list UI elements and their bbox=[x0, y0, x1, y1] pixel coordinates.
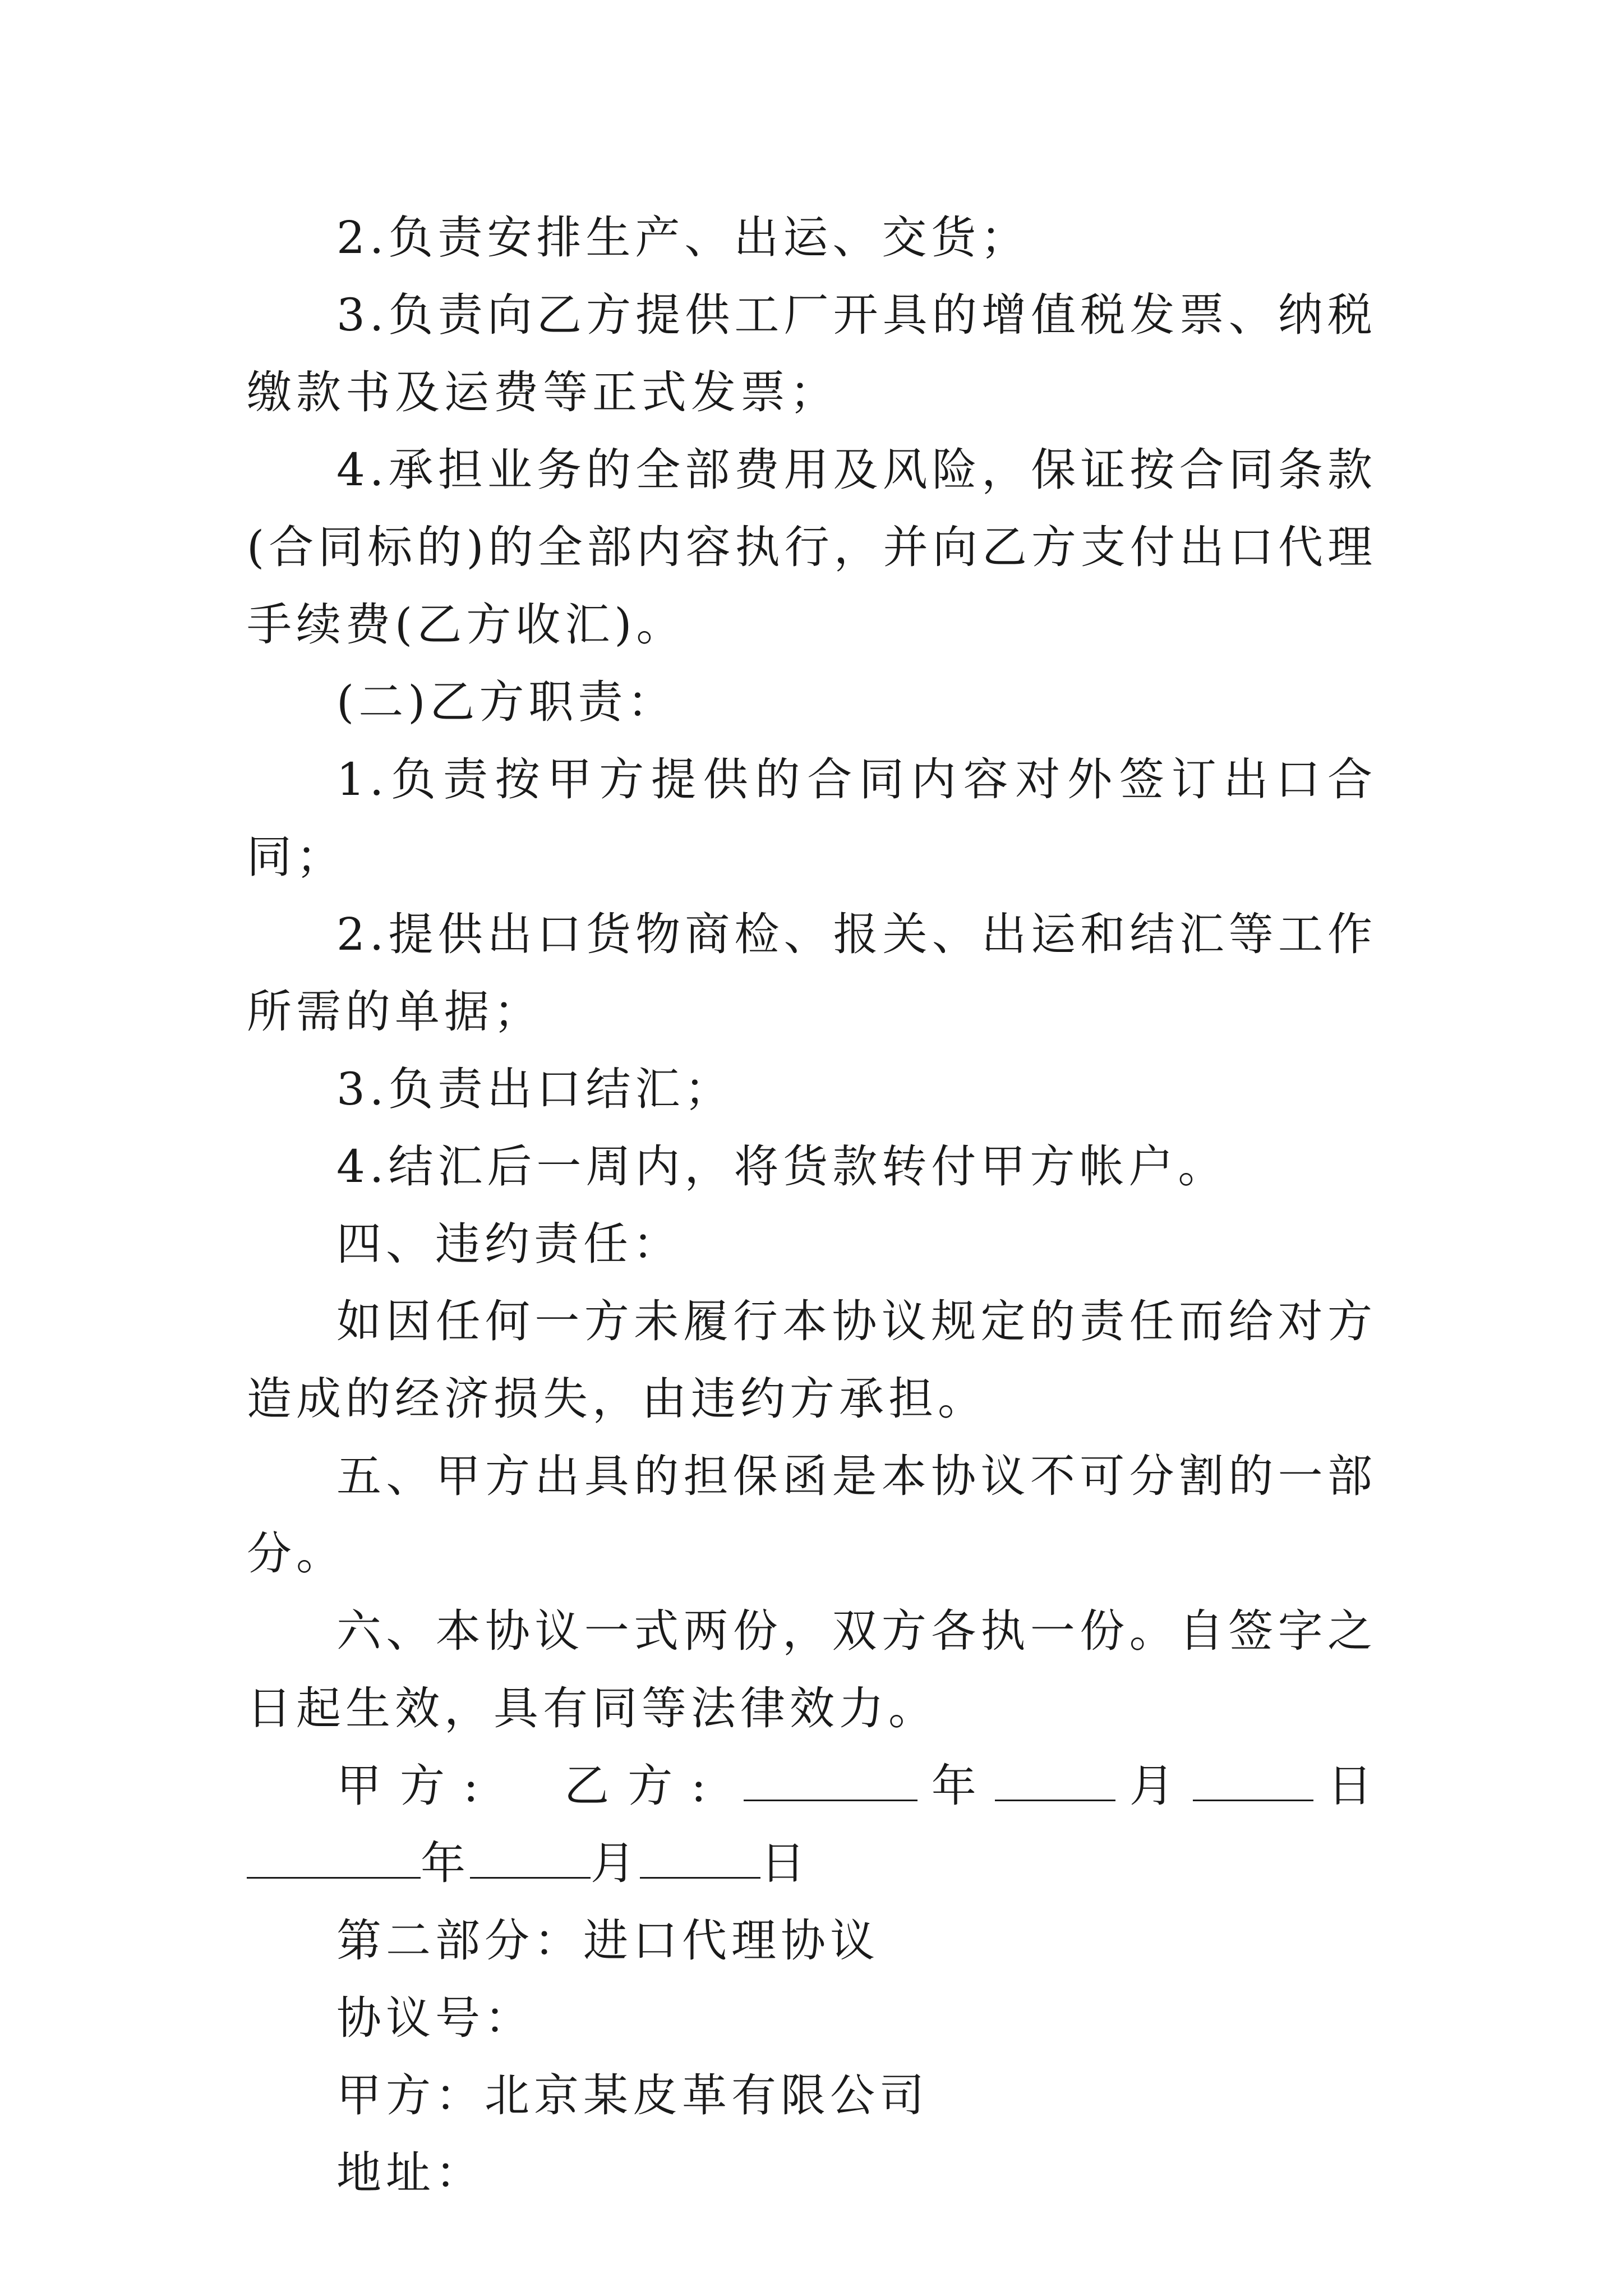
party-a-month-blank bbox=[995, 1760, 1115, 1801]
paragraph-party-b-duty-1: 1.负责按甲方提供的合同内容对外签订出口合同； bbox=[247, 753, 1377, 883]
party-b-year-blank bbox=[247, 1838, 421, 1879]
paragraph-seller-duty-4: 4.承担业务的全部费用及风险，保证按合同条款(合同标的)的全部内容执行，并向乙方支付出口代理手续费(乙方收汇)。 bbox=[247, 444, 1377, 651]
paragraph-clause-six: 六、本协议一式两份，双方各执一份。自签字之日起生效，具有同等法律效力。 bbox=[247, 1605, 1377, 1734]
month-label-2: 月 bbox=[591, 1837, 640, 1889]
party-b-label: 乙方: bbox=[550, 1760, 711, 1812]
party-a-label: 甲方: bbox=[336, 1760, 483, 1812]
signature-line bbox=[247, 1747, 1377, 1902]
paragraph-breach-liability: 如因任何一方未履行本协议规定的责任而给对方造成的经济损失，由违约方承担。 bbox=[247, 1295, 1377, 1425]
party-b-month-blank bbox=[470, 1838, 591, 1879]
paragraph-clause-five: 五、甲方出具的担保函是本协议不可分割的一部分。 bbox=[247, 1450, 1377, 1580]
section-heading-party-b-duties: (二)乙方职责： bbox=[336, 676, 677, 728]
day-label-1: 日 bbox=[1313, 1760, 1377, 1812]
party-b-day-blank bbox=[640, 1838, 760, 1879]
part-two-heading: 第二部分：进口代理协议 bbox=[336, 1915, 879, 1967]
paragraph-seller-duty-3: 3.负责向乙方提供工厂开具的增值税发票、纳税缴款书及运费等正式发票； bbox=[247, 289, 1377, 418]
paragraph-seller-duty-2: 2.负责安排生产、出运、交货； bbox=[336, 211, 1030, 264]
party-a-year-blank bbox=[744, 1760, 917, 1801]
document-body bbox=[247, 199, 1377, 2212]
year-label-2: 年 bbox=[421, 1837, 470, 1889]
section-heading-breach: 四、违约责任： bbox=[336, 1218, 682, 1270]
month-label-1: 月 bbox=[1115, 1760, 1193, 1812]
agreement-number-label: 协议号： bbox=[336, 1992, 534, 2044]
year-label-1: 年 bbox=[917, 1760, 995, 1812]
paragraph-party-b-duty-3: 3.负责出口结汇； bbox=[336, 1063, 734, 1115]
party-a-company: 甲方：北京某皮革有限公司 bbox=[336, 2069, 929, 2122]
day-label-2: 日 bbox=[760, 1837, 810, 1889]
paragraph-party-b-duty-2: 2.提供出口货物商检、报关、出运和结汇等工作所需的单据； bbox=[247, 908, 1377, 1038]
paragraph-party-b-duty-4: 4.结汇后一周内，将货款转付甲方帐户。 bbox=[336, 1140, 1228, 1193]
party-a-day-blank bbox=[1193, 1760, 1313, 1801]
address-label: 地址： bbox=[336, 2147, 485, 2199]
